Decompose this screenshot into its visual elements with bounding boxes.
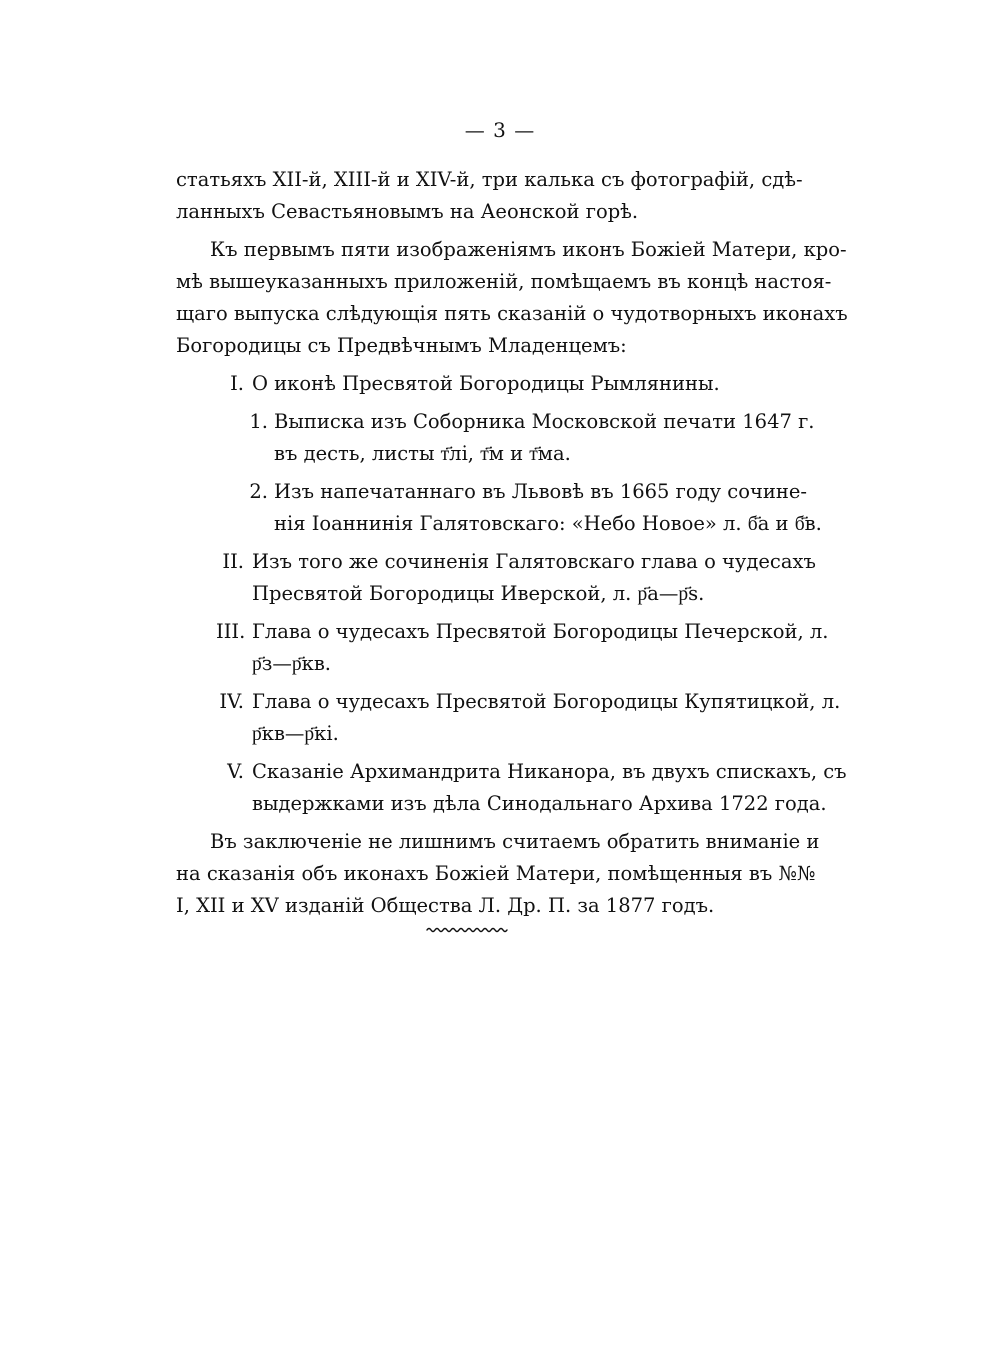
paragraph-2 — [176, 826, 820, 922]
list-marker: II. — [222, 550, 244, 573]
text-line: Глава о чудесахъ Пресвятой Богородицы Печерской, л. — [252, 620, 829, 643]
list-marker: I. — [230, 372, 244, 395]
text-line: щаго выпуска слѣдующія пять сказаній о чудотворныхъ иконахъ — [176, 302, 848, 325]
list-item-3 — [176, 616, 829, 680]
legends-list — [176, 368, 847, 820]
list-marker: IV. — [219, 690, 244, 713]
intro-paragraph — [176, 164, 803, 228]
text-line: нія Іоаннинія Галятовскаго: «Небо Новое» л. б҃а и б҃в. — [274, 512, 822, 535]
text-line: Къ первымъ пяти изображеніямъ иконъ Божіей Матери, кро- — [210, 238, 847, 261]
list-item-5 — [176, 756, 847, 820]
text-line: Изъ того же сочиненія Галятовскаго глава о чудесахъ — [252, 550, 816, 573]
text-line: Глава о чудесахъ Пресвятой Богородицы Купятицкой, л. — [252, 690, 841, 713]
text-line: О иконѣ Пресвятой Богородицы Рымлянины. — [252, 372, 720, 395]
text-line: Пресвятой Богородицы Иверской, л. р҃а—р҃ѕ. — [252, 582, 705, 605]
wavy-rule-ornament-icon — [425, 925, 509, 935]
list-marker: 1. — [249, 410, 268, 433]
text-line: Сказаніе Архимандрита Никанора, въ двухъ спискахъ, съ — [252, 760, 847, 783]
sub-item-2 — [176, 476, 822, 540]
text-body — [176, 164, 848, 922]
sub-item-1 — [176, 406, 815, 470]
text-line: статьяхъ XII-й, XIII-й и XIV-й, три калька съ фотографій, сдѣ- — [176, 168, 803, 191]
text-line: на сказанія объ иконахъ Божіей Матери, помѣщенныя въ №№ — [176, 862, 816, 885]
text-line: р҃з—р҃кв. — [252, 652, 331, 675]
list-marker: 2. — [249, 480, 268, 503]
text-line: въ десть, листы т҃лі, т҃м и т҃ма. — [274, 442, 571, 465]
list-item-1 — [176, 368, 765, 400]
text-line: Выписка изъ Соборника Московской печати 1647 г. — [274, 410, 815, 433]
text-line: ланныхъ Севастьяновымъ на Аеонской горѣ. — [176, 200, 639, 223]
text-line: Въ заключеніе не лишнимъ считаемъ обратить вниманіе и — [210, 830, 820, 853]
text-line: мѣ вышеуказанныхъ приложеній, помѣщаемъ въ концѣ настоя- — [176, 270, 832, 293]
text-line: Богородицы съ Предвѣчнымъ Младенцемъ: — [176, 334, 627, 357]
list-marker: V. — [227, 760, 244, 783]
paragraph-1 — [176, 234, 848, 362]
list-item-4 — [176, 686, 841, 750]
list-marker: III. — [216, 620, 246, 643]
text-line: выдержками изъ дѣла Синодальнаго Архива 1722 года. — [252, 792, 827, 815]
list-item-2 — [176, 546, 816, 610]
text-line: р҃кв—р҃кі. — [252, 722, 339, 745]
text-line: Изъ напечатаннаго въ Львовѣ въ 1665 году сочине- — [274, 480, 807, 503]
page-number: — 3 — — [464, 118, 536, 142]
text-line: I, XII и XV изданій Общества Л. Др. П. за 1877 годъ. — [176, 894, 715, 917]
